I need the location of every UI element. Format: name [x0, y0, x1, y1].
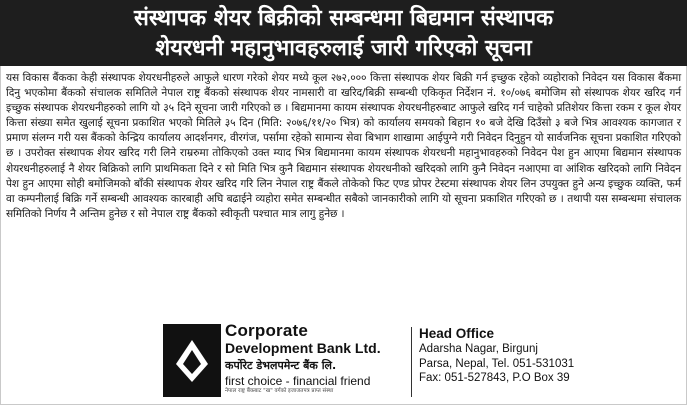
head-office-address: Adarsha Nagar, Birgunj — [419, 343, 538, 355]
bank-logo-icon — [163, 324, 221, 397]
bank-name-nepali: कर्पोरेट डेभलपमेन्ट बैंक लि. — [225, 359, 337, 372]
bank-name-line-2: Development Bank Ltd. — [225, 340, 381, 356]
head-office-block — [419, 326, 589, 386]
notice-title-line-2: शेयरधनी महानुभावहरुलाई जारी गरिएको सूचना — [155, 36, 532, 61]
notice-body: यस विकास बैंकका केही संस्थापक शेयरधनीहरुले आफुले धारण गरेको शेयर मध्ये कूल २७२,००० कित्ता संस्थापक शेयर बिक्री गर्न इच्छुक रहेको व्यहोराको निवेदन यस विकास बैंकमा दिनु भएकोमा बैंकको संचालक समितिले नेपाल राष्ट्र बैंकको संस्थापक शेयर नामसारी वा खरिद/बिक्री सम्बन्धी एकिकृत निर्देशन नं. १०/०७६ बमोजिम सो संस्थापक शेयर खरिद गर्न इच्छुक संस्थापक शेयरधनीहरुको लागि यो ३५ दिने सूचना जारी गरिएको छ । बिद्यमानमा कायम संस्थापक शेयरधनीहरुबाट आफुले खरिद गर्न चाहेको प्रतिशेयर कित्ता रकम र कूल शेयर कित्ता संख्या समेत खुलाई सूचना प्रकाशित भएको मितिले ३५ दिन (मिति: २०७६/११/२० भित्र) को कार्यालय समयको बिहान १० बजे देखि दिउँसो ३ बजे भित्र आवश्यक कागजात र प्रमाण संलग्न गरी यस बैंकको केन्द्रिय कार्यालय आदर्शनगर, वीरगंज, पर्सामा रहेको सामान्य सेवा बिभाग शाखामा आईपुग्ने गरी निवेदन दिनुहुन यो सार्वजनिक सूचना प्रकाशित गरिएको छ । उपरोक्त संस्थापक शेयर खरिद गरी लिने राम्ररुमा तोकिएको उक्त म्याद भित्र बिद्यमानमा कायम संस्थापक शेयरधनी महानुभावहरुको निवेदन पेश हुन आएमा बिद्यमान संस्थापक शेयरधनीहरुलाई नै शेयर बिक्रिको लागि प्राथमिकता दिने र सो मिति भित्र कुनै बिद्यमान संस्थापक शेयरधनीको खरिदको लागि कुनै निवेदन नआएमा वा आंशिक खरिदको लागि निवेदन पेश हुन आएमा सोही बमोजिमको बाँकी संस्थापक शेयर खरिद गरि लिन नेपाल राष्ट्र बैंकले तोकेको फिट एण्ड प्रोपर टेस्टमा संस्थापक शेयर लिन उपयुक्त हुने अन्य इच्छुक व्यक्ति, फर्म वा कम्पनीलाई बिक्रि गर्ने सम्बन्धी आवश्यक कारबाही अघि बढाईने व्यहोरा समेत सम्बन्धीत सबैको जानकारीको लागि यो सूचना प्रकाशित गरिएको छ । तथापी यस सम्बन्धमा संचालक समितिको निर्णय नै अन्तिम हुनेछ र सो नेपाल राष्ट्र बैंकको स्वीकृती पश्चात मात्र लागु हुनेछ । — [6, 72, 681, 220]
notice-title-line-1: संस्थापक शेयर बिक्रीको सम्बन्धमा बिद्यमान संस्थापक — [134, 6, 553, 31]
bank-tagline: first choice - financial friend — [225, 374, 371, 388]
notice-header — [0, 0, 687, 66]
head-office-title: Head Office — [419, 326, 495, 341]
head-office-phone: Parsa, Nepal, Tel. 051-531031 — [419, 357, 575, 370]
bank-name-line-1: Corporate — [225, 321, 309, 340]
bank-brand — [225, 322, 405, 395]
bank-license-note: नेपाल राष्ट्र बैंकबाट "ख" वर्गको इजाजतपत्र प्राप्त संस्था — [225, 388, 334, 394]
head-office-fax: Fax: 051-527843, P.O Box 39 — [419, 372, 570, 384]
divider — [411, 327, 412, 397]
